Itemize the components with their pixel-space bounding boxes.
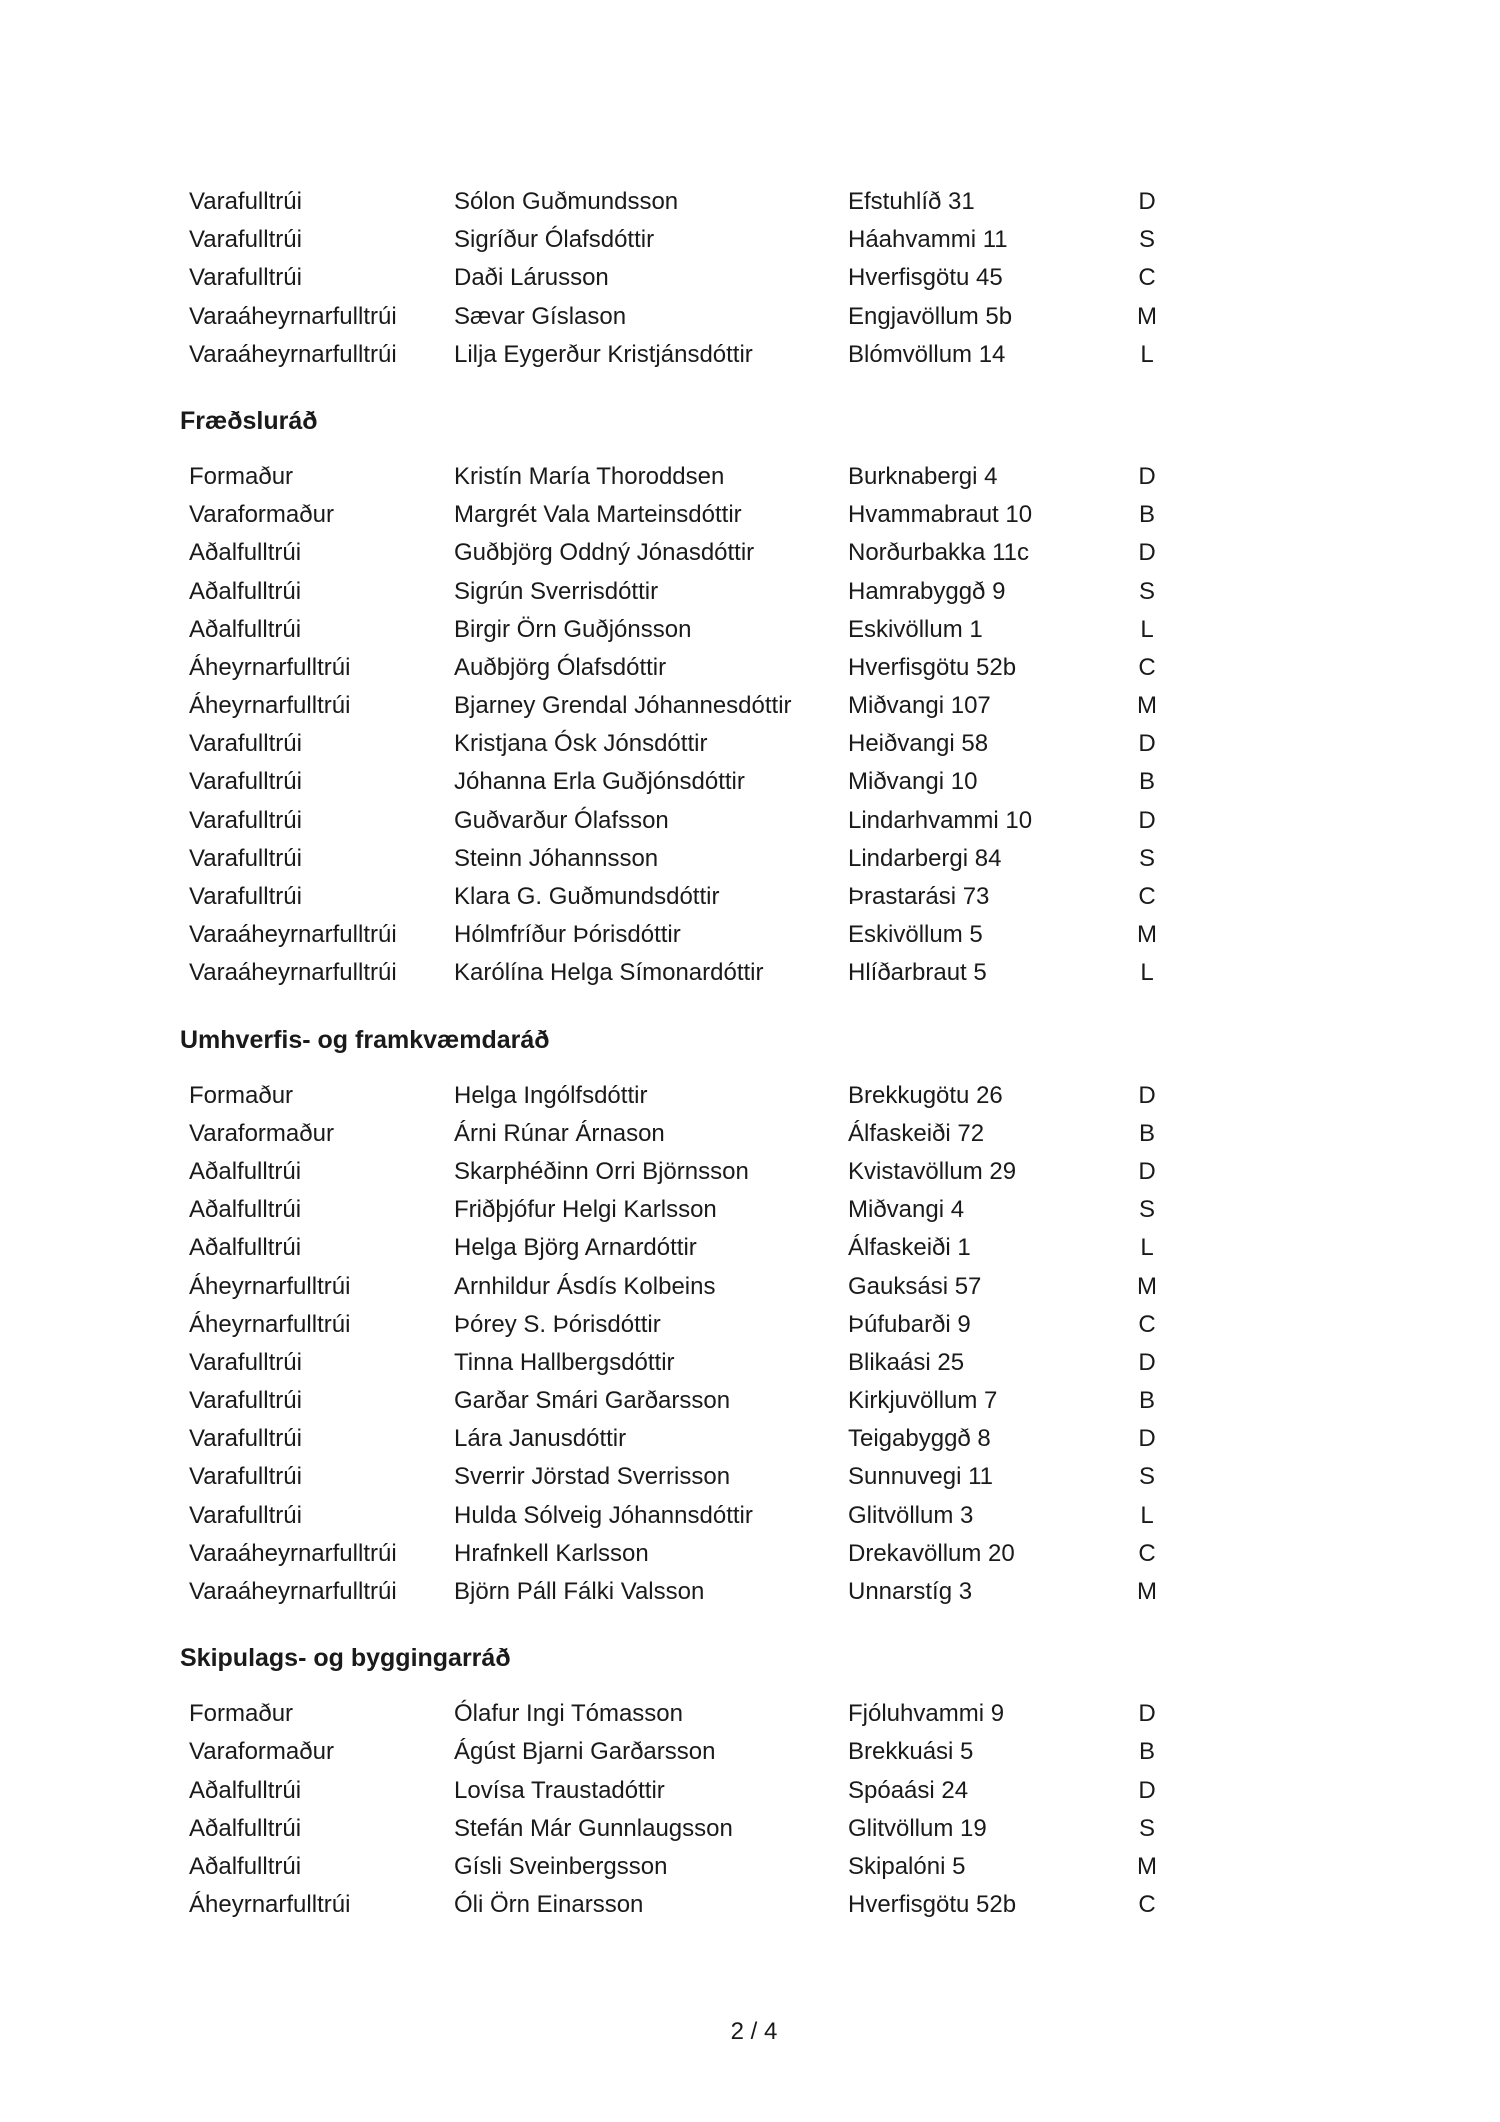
party: D [1138, 1081, 1156, 1109]
member-row [0, 1810, 1500, 1848]
member-name: Jóhanna Erla Guðjónsdóttir [454, 768, 745, 796]
member-row [0, 1886, 1500, 1924]
section-heading: Fræðsluráð [180, 406, 318, 435]
member-name: Sigríður Ólafsdóttir [454, 226, 655, 254]
role: Formaður [189, 462, 294, 490]
role: Aðalfulltrúi [189, 577, 302, 605]
member-row [0, 1115, 1500, 1153]
party: S [1138, 1814, 1155, 1842]
member-name: Gísli Sveinbergsson [454, 1852, 668, 1880]
party: C [1138, 653, 1156, 681]
role: Varafulltrúi [189, 730, 302, 758]
address: Hvammabraut 10 [848, 501, 1033, 529]
address: Blikaási 25 [848, 1348, 965, 1376]
address: Brekkugötu 26 [848, 1081, 1003, 1109]
member-name: Hrafnkell Karlsson [454, 1539, 649, 1567]
role: Varafulltrúi [189, 1348, 302, 1376]
member-name: Lára Janusdóttir [454, 1425, 627, 1453]
address: Blómvöllum 14 [848, 340, 1006, 368]
address: Brekkuási 5 [848, 1738, 974, 1766]
member-name: Guðbjörg Oddný Jónasdóttir [454, 539, 755, 567]
member-name: Helga Björg Arnardóttir [454, 1234, 697, 1262]
committee-document [0, 183, 1500, 1924]
member-row [0, 1077, 1500, 1115]
member-name: Sigrún Sverrisdóttir [454, 577, 659, 605]
address: Miðvangi 107 [848, 692, 991, 720]
member-name: Skarphéðinn Orri Björnsson [454, 1157, 749, 1185]
member-row [0, 1344, 1500, 1382]
role: Varafulltrúi [189, 844, 302, 872]
member-row [0, 336, 1500, 374]
member-name: Lilja Eygerður Kristjánsdóttir [454, 340, 753, 368]
member-row [0, 878, 1500, 916]
member-name: Margrét Vala Marteinsdóttir [454, 501, 742, 529]
member-row [0, 259, 1500, 297]
address: Heiðvangi 58 [848, 730, 989, 758]
party: M [1137, 1578, 1157, 1605]
party: C [1138, 1539, 1156, 1567]
role: Varaáheyrnarfulltrúi [189, 1578, 397, 1605]
party: S [1138, 577, 1155, 605]
member-name: Bjarney Grendal Jóhannesdóttir [454, 692, 792, 720]
member-row [0, 763, 1500, 801]
member-name: Hólmfríður Þórisdóttir [454, 921, 681, 949]
member-row [0, 1772, 1500, 1810]
role: Varaáheyrnarfulltrúi [189, 959, 397, 987]
member-name: Sverrir Jörstad Sverrisson [454, 1463, 731, 1491]
address: Álfaskeiði 72 [848, 1119, 985, 1147]
party: D [1138, 806, 1156, 834]
role: Formaður [189, 1081, 294, 1109]
member-row [0, 611, 1500, 649]
member-name: Karólína Helga Símonardóttir [454, 959, 764, 987]
role: Aðalfulltrúi [189, 615, 302, 643]
address: Háahvammi 11 [848, 226, 1008, 254]
party: C [1138, 1310, 1156, 1338]
member-row [0, 496, 1500, 534]
party: L [1140, 615, 1154, 643]
role: Varaáheyrnarfulltrúi [189, 340, 397, 368]
member-row [0, 1497, 1500, 1535]
role: Aðalfulltrúi [189, 1234, 302, 1262]
committee-section [0, 1021, 1500, 1612]
role: Varafulltrúi [189, 226, 302, 254]
member-row [0, 725, 1500, 763]
member-row [0, 954, 1500, 992]
member-row [0, 1153, 1500, 1191]
role: Aðalfulltrúi [189, 1776, 302, 1804]
member-row [0, 1733, 1500, 1771]
member-row [0, 1268, 1500, 1306]
role: Varaformaður [189, 501, 334, 529]
role: Varafulltrúi [189, 264, 302, 292]
party: B [1138, 1387, 1155, 1415]
role: Áheyrnarfulltrúi [189, 653, 351, 681]
role: Varafulltrúi [189, 1425, 302, 1453]
member-name: Stefán Már Gunnlaugsson [454, 1814, 733, 1842]
member-name: Þórey S. Þórisdóttir [454, 1310, 661, 1338]
address: Hamrabyggð 9 [848, 577, 1006, 605]
role: Áheyrnarfulltrúi [189, 1891, 351, 1919]
party: B [1138, 501, 1155, 529]
address: Gauksási 57 [848, 1272, 982, 1300]
address: Unnarstíg 3 [848, 1578, 973, 1605]
address: Fjóluhvammi 9 [848, 1700, 1005, 1728]
party: M [1137, 302, 1157, 330]
committee-section [0, 183, 1500, 374]
member-name: Lovísa Traustadóttir [454, 1776, 665, 1804]
member-name: Helga Ingólfsdóttir [454, 1081, 648, 1109]
role: Áheyrnarfulltrúi [189, 692, 351, 720]
address: Hverfisgötu 52b [848, 1891, 1017, 1919]
party: D [1138, 1425, 1156, 1453]
party: D [1138, 1348, 1156, 1376]
address: Hlíðarbraut 5 [848, 959, 987, 987]
party: M [1137, 1272, 1157, 1300]
committee-section [0, 402, 1500, 993]
member-name: Tinna Hallbergsdóttir [454, 1348, 675, 1376]
section-heading: Skipulags- og byggingarráð [180, 1644, 511, 1673]
member-name: Daði Lárusson [454, 264, 609, 292]
address: Hverfisgötu 45 [848, 264, 1003, 292]
party: D [1138, 1157, 1156, 1185]
address: Glitvöllum 3 [848, 1501, 974, 1529]
address: Álfaskeiði 1 [848, 1234, 971, 1262]
party: L [1140, 959, 1154, 987]
member-row [0, 1573, 1500, 1611]
member-row [0, 183, 1500, 221]
role: Formaður [189, 1700, 294, 1728]
member-row [0, 1191, 1500, 1229]
party: C [1138, 264, 1156, 292]
member-row [0, 1848, 1500, 1886]
member-name: Ágúst Bjarni Garðarsson [454, 1738, 716, 1766]
address: Sunnuvegi 11 [848, 1463, 994, 1491]
address: Þúfubarði 9 [848, 1310, 971, 1338]
member-name: Sævar Gíslason [454, 302, 627, 330]
role: Varafulltrúi [189, 1387, 302, 1415]
member-name: Birgir Örn Guðjónsson [454, 615, 692, 643]
party: S [1138, 844, 1155, 872]
member-row [0, 458, 1500, 496]
party: L [1140, 1501, 1154, 1529]
role: Varaformaður [189, 1738, 334, 1766]
party: D [1138, 1700, 1156, 1728]
member-row [0, 1382, 1500, 1420]
member-row [0, 687, 1500, 725]
role: Áheyrnarfulltrúi [189, 1272, 351, 1300]
member-row [0, 221, 1500, 259]
party: S [1138, 226, 1155, 254]
member-name: Hulda Sólveig Jóhannsdóttir [454, 1501, 753, 1529]
address: Glitvöllum 19 [848, 1814, 987, 1842]
member-row [0, 840, 1500, 878]
member-name: Kristjana Ósk Jónsdóttir [454, 730, 708, 758]
address: Kirkjuvöllum 7 [848, 1387, 998, 1415]
member-row [0, 1229, 1500, 1267]
member-name: Friðþjófur Helgi Karlsson [454, 1196, 717, 1224]
address: Miðvangi 4 [848, 1196, 965, 1224]
party: S [1138, 1463, 1155, 1491]
party: D [1138, 188, 1156, 215]
member-name: Björn Páll Fálki Valsson [454, 1578, 705, 1605]
party: L [1140, 340, 1154, 368]
role: Varafulltrúi [189, 188, 302, 215]
party: B [1138, 1738, 1155, 1766]
party: D [1138, 730, 1156, 758]
member-name: Steinn Jóhannsson [454, 844, 659, 872]
address: Hverfisgötu 52b [848, 653, 1017, 681]
party: D [1138, 1776, 1156, 1804]
member-name: Klara G. Guðmundsdóttir [454, 883, 720, 910]
committee-section [0, 1639, 1500, 1924]
member-row [0, 916, 1500, 954]
role: Aðalfulltrúi [189, 1814, 302, 1842]
member-row [0, 802, 1500, 840]
member-row [0, 534, 1500, 572]
section-heading: Umhverfis- og framkvæmdaráð [180, 1025, 550, 1054]
address: Skipalóni 5 [848, 1852, 966, 1880]
role: Varafulltrúi [189, 768, 302, 796]
role: Varafulltrúi [189, 883, 302, 910]
page-number: 2 / 4 [730, 2018, 778, 2045]
address: Kvistavöllum 29 [848, 1157, 1017, 1185]
member-row [0, 649, 1500, 687]
member-row [0, 1535, 1500, 1573]
address: Norðurbakka 11c [848, 539, 1029, 567]
role: Áheyrnarfulltrúi [189, 1310, 351, 1338]
party: C [1138, 883, 1156, 910]
party: B [1138, 1119, 1155, 1147]
role: Varafulltrúi [189, 1501, 302, 1529]
address: Eskivöllum 1 [848, 615, 983, 643]
address: Miðvangi 10 [848, 768, 978, 796]
member-row [0, 1420, 1500, 1458]
party: M [1137, 1852, 1157, 1880]
address: Eskivöllum 5 [848, 921, 983, 949]
party: M [1137, 692, 1157, 720]
address: Engjavöllum 5b [848, 302, 1013, 330]
member-name: Ólafur Ingi Tómasson [454, 1700, 683, 1728]
address: Lindarbergi 84 [848, 844, 1002, 872]
member-row [0, 573, 1500, 611]
party: D [1138, 539, 1156, 567]
member-name: Arnhildur Ásdís Kolbeins [454, 1272, 716, 1300]
member-row [0, 1458, 1500, 1496]
member-name: Kristín María Thoroddsen [454, 462, 725, 490]
address: Drekavöllum 20 [848, 1539, 1015, 1567]
role: Varaformaður [189, 1119, 334, 1147]
role: Aðalfulltrúi [189, 539, 302, 567]
role: Varaáheyrnarfulltrúi [189, 1539, 397, 1567]
member-name: Sólon Guðmundsson [454, 188, 679, 215]
party: B [1138, 768, 1155, 796]
party: D [1138, 462, 1156, 490]
role: Varafulltrúi [189, 806, 302, 834]
member-row [0, 1306, 1500, 1344]
member-row [0, 1695, 1500, 1733]
address: Spóaási 24 [848, 1776, 969, 1804]
address: Efstuhlíð 31 [848, 188, 975, 215]
address: Þrastarási 73 [848, 883, 990, 910]
address: Burknabergi 4 [848, 462, 998, 490]
party: S [1138, 1196, 1155, 1224]
role: Aðalfulltrúi [189, 1852, 302, 1880]
member-name: Óli Örn Einarsson [454, 1891, 644, 1919]
member-name: Árni Rúnar Árnason [454, 1119, 665, 1147]
role: Varaáheyrnarfulltrúi [189, 921, 397, 949]
role: Varaáheyrnarfulltrúi [189, 302, 397, 330]
party: C [1138, 1891, 1156, 1919]
member-name: Guðvarður Ólafsson [454, 806, 669, 834]
member-name: Auðbjörg Ólafsdóttir [454, 653, 667, 681]
role: Aðalfulltrúi [189, 1157, 302, 1185]
role: Aðalfulltrúi [189, 1196, 302, 1224]
member-name: Garðar Smári Garðarsson [454, 1387, 731, 1415]
member-row [0, 298, 1500, 336]
role: Varafulltrúi [189, 1463, 302, 1491]
party: L [1140, 1234, 1154, 1262]
party: M [1137, 921, 1157, 949]
address: Lindarhvammi 10 [848, 806, 1033, 834]
address: Teigabyggð 8 [848, 1425, 991, 1453]
